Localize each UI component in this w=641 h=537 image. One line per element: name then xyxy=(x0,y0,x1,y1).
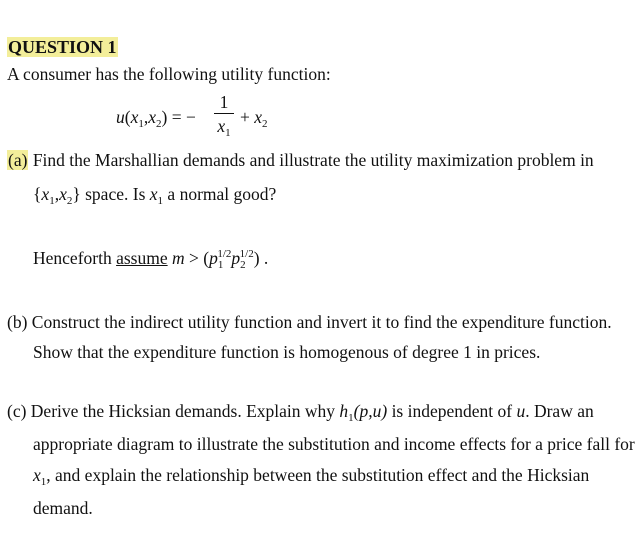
part-c-line4: demand. xyxy=(33,498,93,518)
utility-rhs: + $x_2$ xyxy=(240,107,268,130)
utility-function xyxy=(116,93,316,143)
part-a-line2: $\{x_1,x_2\}$ space. Is $x_1$ a normal good? xyxy=(33,184,277,207)
part-b-line2: Show that the expenditure function is homogenous of degree 1 in prices. xyxy=(33,342,541,362)
part-c-line1: (c) Derive the Hicksian demands. Explain why $h_1(p,u)$ is independent of u. Draw an xyxy=(7,401,594,424)
part-a-line1: (a) Find the Marshallian demands and illustrate the utility maximization problem in xyxy=(8,150,594,170)
intro-text: A consumer has the following utility function: xyxy=(7,64,331,84)
utility-fraction: 1 $x_1$ xyxy=(214,93,234,138)
question-heading: QUESTION 1 xyxy=(8,37,117,57)
part-c-line3: $x_1$, and explain the relationship between the substitution effect and the Hicksian xyxy=(33,465,590,488)
utility-lhs: $u(x_1,x_2)$ = − xyxy=(116,107,196,130)
part-b-line1: (b) Construct the indirect utility function and invert it to find the expenditure function. xyxy=(7,312,612,332)
part-a-label: (a) xyxy=(8,150,28,170)
assumption-line: Henceforth assume $m > (p_1^{1/2}p_2^{1/2})$ . xyxy=(33,248,269,271)
part-c-line2: appropriate diagram to illustrate the substitution and income effects for a price fall for xyxy=(33,434,635,454)
